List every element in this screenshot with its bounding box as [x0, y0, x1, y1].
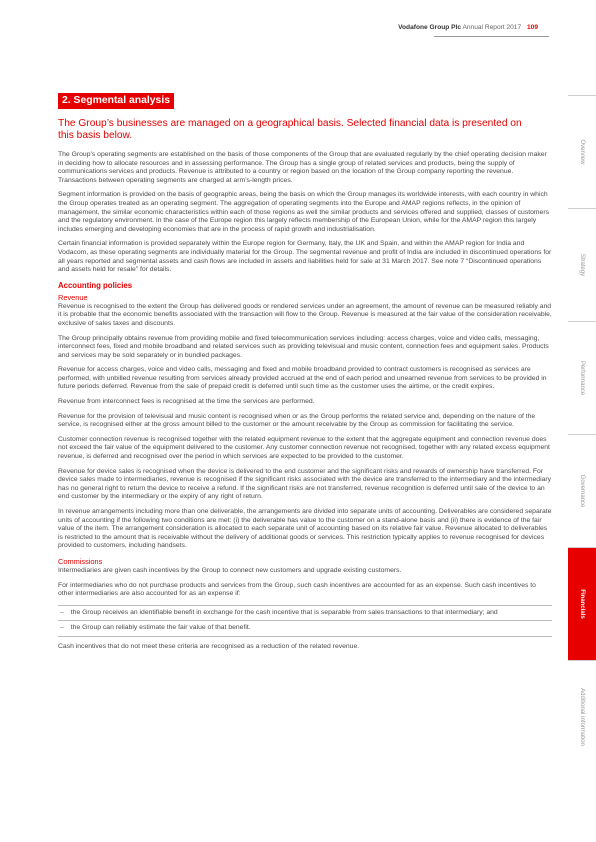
paragraph: Revenue for access charges, voice and video calls, messaging and fixed and mobile broadband provided to contract customers is recognised as services are performed, with unbilled revenue resulting from services already provided accrued at the end of each period and unearned revenue from services to be provided in future periods deferred. Revenue from the sale of prepaid credit is deferred until such time as the customer uses the airtime, or the credit expires. [58, 366, 547, 391]
paragraph: Intermediaries are given cash incentives by the Group to connect new customers and upgrade existing customers. [58, 566, 402, 574]
accounting-policies-heading: Accounting policies [58, 280, 133, 290]
list-item [58, 620, 552, 637]
list-item [58, 605, 552, 621]
paragraph: Revenue from interconnect fees is recognised at the time the services are performed. [58, 398, 315, 406]
paragraph: The Group’s operating segments are established on the basis of those components of the Group that are evaluated regularly by the chief operating decision maker in deciding how to allocate resources and in assessing performance. The Group has a single group of related services and products, being the supply of communications services and products. Revenue is attributed to a country or region based on the location of the Group company reporting the revenue. Transactions between operating segments are charged at arm’s-length prices. [58, 151, 547, 184]
side-tab-label: Overview [579, 139, 585, 165]
paragraph: The Group principally obtains revenue from providing mobile and fixed telecommunication services including: access charges, voice and video calls, messaging, interconnect fees, fixed and mobile broadband and related services such as providing televisual and music content, connection fees and equipment sales. Products and services may be sold separately or in bundled packages. [58, 334, 549, 359]
paragraph: For intermediaries who do not purchase products and services from the Group, such cash incentives are accounted for as an expense. Such cash incentives to other intermediaries are also accounted for as an expense if: [58, 581, 536, 598]
paragraph: Revenue for the provision of televisual and music content is recognised when or as the Group performs the related service and, depending on the nature of the service, is recognised either at the gross amount billed to the customer or the amount receivable by the Group as commission for facilitating the service. [58, 412, 536, 429]
closing-paragraph: Cash incentives that do not meet these criteria are recognised as a reduction of the related revenue. [58, 642, 360, 650]
side-tab-label: Performance [579, 360, 585, 396]
side-tab-label: Financials [579, 589, 585, 619]
intro-text: The Group’s businesses are managed on a geographical basis. Selected financial data is presented on this basis below. [58, 118, 522, 141]
dash-bullet-icon: – [60, 608, 64, 616]
side-tab-strategy[interactable] [568, 208, 596, 321]
paragraph: Revenue is recognised to the extent the Group has delivered goods or rendered services under an agreement, the amount of revenue can be measured reliably and it is probable that the economic benefits associated with the transaction will flow to the Group. Revenue is measured at the fair value of the consideration receivable, exclusive of sales taxes and discounts. [58, 302, 552, 327]
main-content [58, 151, 552, 658]
revenue-heading: Revenue [58, 292, 88, 302]
list-item-text: the Group receives an identifiable benefit in exchange for the cash incentive that is separable from sales transactions to that intermediary; and [70, 608, 498, 616]
commissions-heading: Commissions [58, 556, 103, 566]
criteria-list [58, 605, 552, 637]
page-header [398, 24, 538, 31]
side-tab-governance[interactable] [568, 434, 596, 547]
paragraph: Revenue for device sales is recognised when the device is delivered to the end customer and the significant risks and rewards of ownership have transferred. For device sales made to intermediaries, revenue is recognised if the significant risks associated with the device are transferred to the intermediary and the intermediary has no general right to return the device to receive a refund. If the significant risks are not transferred, revenue recognition is deferred until sale of the device to an end customer by the intermediary or the expiry of any right of return. [58, 467, 552, 501]
paragraph: Certain financial information is provided separately within the Europe region for Germany, Italy, the UK and Spain, and within the AMAP region for India and Vodacom, as these operating segments are individually material for the Group. The segmental revenue and profit of India are included in discontinued operations for all years reported and segmental assets and cash flows are included in assets and liabilities held for sale at 31 March 2017. See note 7 “Discontinued operations and assets held for resale” for details. [58, 240, 552, 274]
report-title: Annual Report 2017 [462, 24, 522, 31]
side-tab-overview[interactable] [568, 95, 596, 208]
list-item-text: the Group can reliably estimate the fair value of that benefit. [70, 624, 251, 632]
section-title: 2. Segmental analysis [58, 93, 174, 109]
side-tab-financials[interactable] [568, 547, 596, 660]
side-tab-label: Strategy [579, 253, 585, 277]
side-tab-performance[interactable] [568, 321, 596, 434]
side-tab-additional-information[interactable] [568, 660, 596, 773]
side-tab-label: Additional information [579, 688, 585, 746]
paragraph: Customer connection revenue is recognised together with the related equipment revenue to the extent that the aggregate equipment and connection revenue does not exceed the fair value of the equipment delivered to the customer. Any customer connection revenue not recognised, together with any related excess equipment revenue, is deferred and recognised over the period in which services are expected to be provided to the customer. [58, 435, 550, 461]
side-tab-label: Governance [579, 474, 585, 508]
page-number: 109 [526, 24, 538, 31]
dash-bullet-icon: – [60, 624, 64, 632]
paragraph: Segment information is provided on the basis of geographic areas, being the basis on which the Group manages its worldwide interests, with each country in which the Group operates treated as an operating segment. The aggregation of operating segments into the Europe and AMAP regions reflects, in the opinion of management, the similar economic characteristics within each of those regions as well the similar products and services offered and supplied, classes of customers and the regulatory environment. In the case of the Europe region this largely reflects membership of the European Union, while for the AMAP region this largely includes emerging and developing economies that are in the process of rapid growth and industrialisation. [58, 191, 549, 233]
paragraph: In revenue arrangements including more than one deliverable, the arrangements are divided into separate units of accounting. Deliverables are considered separate units of accounting if the following two conditions are met: (i) the deliverable has value to the customer on a stand-alone basis and (ii) there is evidence of the fair value of the item. The arrangement consideration is allocated to each separate unit of accounting based on its relative fair value. Revenue allocated to deliverables is restricted to the amount that is receivable without the delivery of additional goods or services. This restriction typically applies to revenue recognised for devices provided to customers, including handsets. [58, 508, 552, 550]
section-side-nav [568, 95, 596, 773]
header-divider [434, 36, 549, 37]
company-name: Vodafone Group Plc [398, 24, 462, 31]
